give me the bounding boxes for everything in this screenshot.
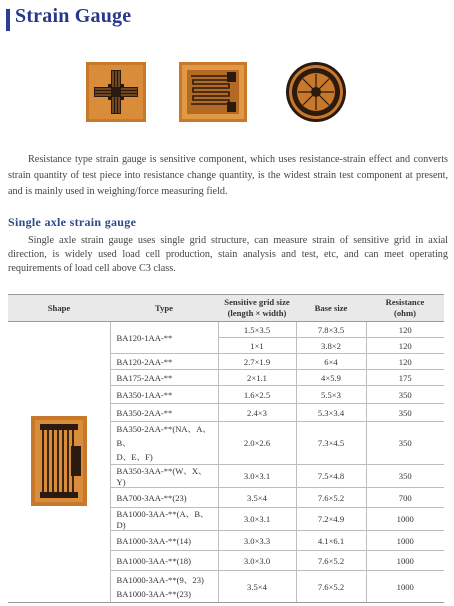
circular-strain-gauge-image: [286, 62, 346, 122]
base-size-cell: 7.5×4.8: [296, 465, 366, 488]
grid-size-cell: 3.5×4: [218, 571, 296, 603]
grid-size-cell: 2.7×1.9: [218, 354, 296, 370]
grid-size-cell: 2.0×2.6: [218, 422, 296, 465]
grid-size-cell: 3.0×3.3: [218, 531, 296, 551]
base-size-cell: 4.1×6.1: [296, 531, 366, 551]
resistance-cell: 1000: [366, 531, 444, 551]
type-cell: BA350-2AA-**: [110, 404, 218, 422]
cross-strain-gauge-image: [86, 62, 146, 122]
resistance-cell: 350: [366, 422, 444, 465]
grid-size-cell: 1.5×3.5: [218, 322, 296, 338]
zigzag-strain-gauge-image: [179, 62, 247, 122]
type-cell: BA700-3AA-**(23): [110, 488, 218, 508]
resistance-cell: 120: [366, 338, 444, 354]
type-cell: BA1000-3AA-**(A、B、D): [110, 508, 218, 531]
base-size-cell: 7.6×5.2: [296, 571, 366, 603]
shape-cell: [8, 322, 110, 603]
grid-size-cell: 3.0×3.1: [218, 508, 296, 531]
resistance-cell: 700: [366, 488, 444, 508]
resistance-cell: 120: [366, 322, 444, 338]
specs-table: [8, 294, 444, 603]
base-size-cell: 7.8×3.5: [296, 322, 366, 338]
type-cell: BA350-3AA-**(W、X、Y): [110, 465, 218, 488]
base-size-cell: 7.6×5.2: [296, 488, 366, 508]
type-cell: BA1000-3AA-**(18): [110, 551, 218, 571]
base-size-cell: 5.3×3.4: [296, 404, 366, 422]
single-axle-gauge-image: [31, 416, 87, 506]
header-base-size: Base size: [296, 295, 366, 322]
resistance-cell: 350: [366, 465, 444, 488]
base-size-cell: 4×5.9: [296, 370, 366, 386]
table-row: [8, 322, 444, 338]
resistance-cell: 350: [366, 404, 444, 422]
grid-size-cell: 1.6×2.5: [218, 386, 296, 404]
type-cell: BA1000-3AA-**(14): [110, 531, 218, 551]
product-images: [0, 62, 454, 122]
type-cell: BA120-1AA-**: [110, 322, 218, 354]
resistance-cell: 120: [366, 354, 444, 370]
section-description: Single axle strain gauge uses single grid structure, can measure strain of sensitive grid in axial direction, is widely used load cell production, stain analysis and test, etc, and can meet operating requirements of load cell above C3 class.: [8, 235, 448, 274]
resistance-cell: 350: [366, 386, 444, 404]
base-size-cell: 5.5×3: [296, 386, 366, 404]
grid-size-cell: 2×1.1: [218, 370, 296, 386]
base-size-cell: 7.3×4.5: [296, 422, 366, 465]
table-header-row: [8, 295, 444, 322]
grid-size-cell: 3.0×3.0: [218, 551, 296, 571]
base-size-cell: 3.8×2: [296, 338, 366, 354]
resistance-cell: 1000: [366, 551, 444, 571]
base-size-cell: 7.6×5.2: [296, 551, 366, 571]
grid-size-cell: 3.5×4: [218, 488, 296, 508]
intro-paragraph: Resistance type strain gauge is sensitive component, which uses resistance-strain effect and converts strain quantity of test piece into resistance change quantity, is the widest strain test component at present, and is mainly used in weighing/force measuring field.: [8, 154, 448, 197]
grid-size-cell: 2.4×3: [218, 404, 296, 422]
header-grid-size: Sensitive grid size (length × width): [218, 295, 296, 322]
page-title: Strain Gauge: [15, 5, 132, 27]
header-shape: Shape: [8, 295, 110, 322]
resistance-cell: 1000: [366, 508, 444, 531]
type-cell: BA175-2AA-**: [110, 370, 218, 386]
base-size-cell: 7.2×4.9: [296, 508, 366, 531]
type-cell: BA350-1AA-**: [110, 386, 218, 404]
header-resistance: Resistance (ohm): [366, 295, 444, 322]
grid-size-cell: 3.0×3.1: [218, 465, 296, 488]
resistance-cell: 1000: [366, 571, 444, 603]
type-cell: BA120-2AA-**: [110, 354, 218, 370]
type-cell: BA350-2AA-**(NA、A、B、 D、E、F): [110, 422, 218, 465]
grid-size-cell: 1×1: [218, 338, 296, 354]
type-cell: BA1000-3AA-**(9、23) BA1000-3AA-**(23): [110, 571, 218, 603]
resistance-cell: 175: [366, 370, 444, 386]
header-type: Type: [110, 295, 218, 322]
title-accent-bar: [6, 9, 10, 31]
section-heading: Single axle strain gauge: [8, 215, 137, 229]
base-size-cell: 6×4: [296, 354, 366, 370]
